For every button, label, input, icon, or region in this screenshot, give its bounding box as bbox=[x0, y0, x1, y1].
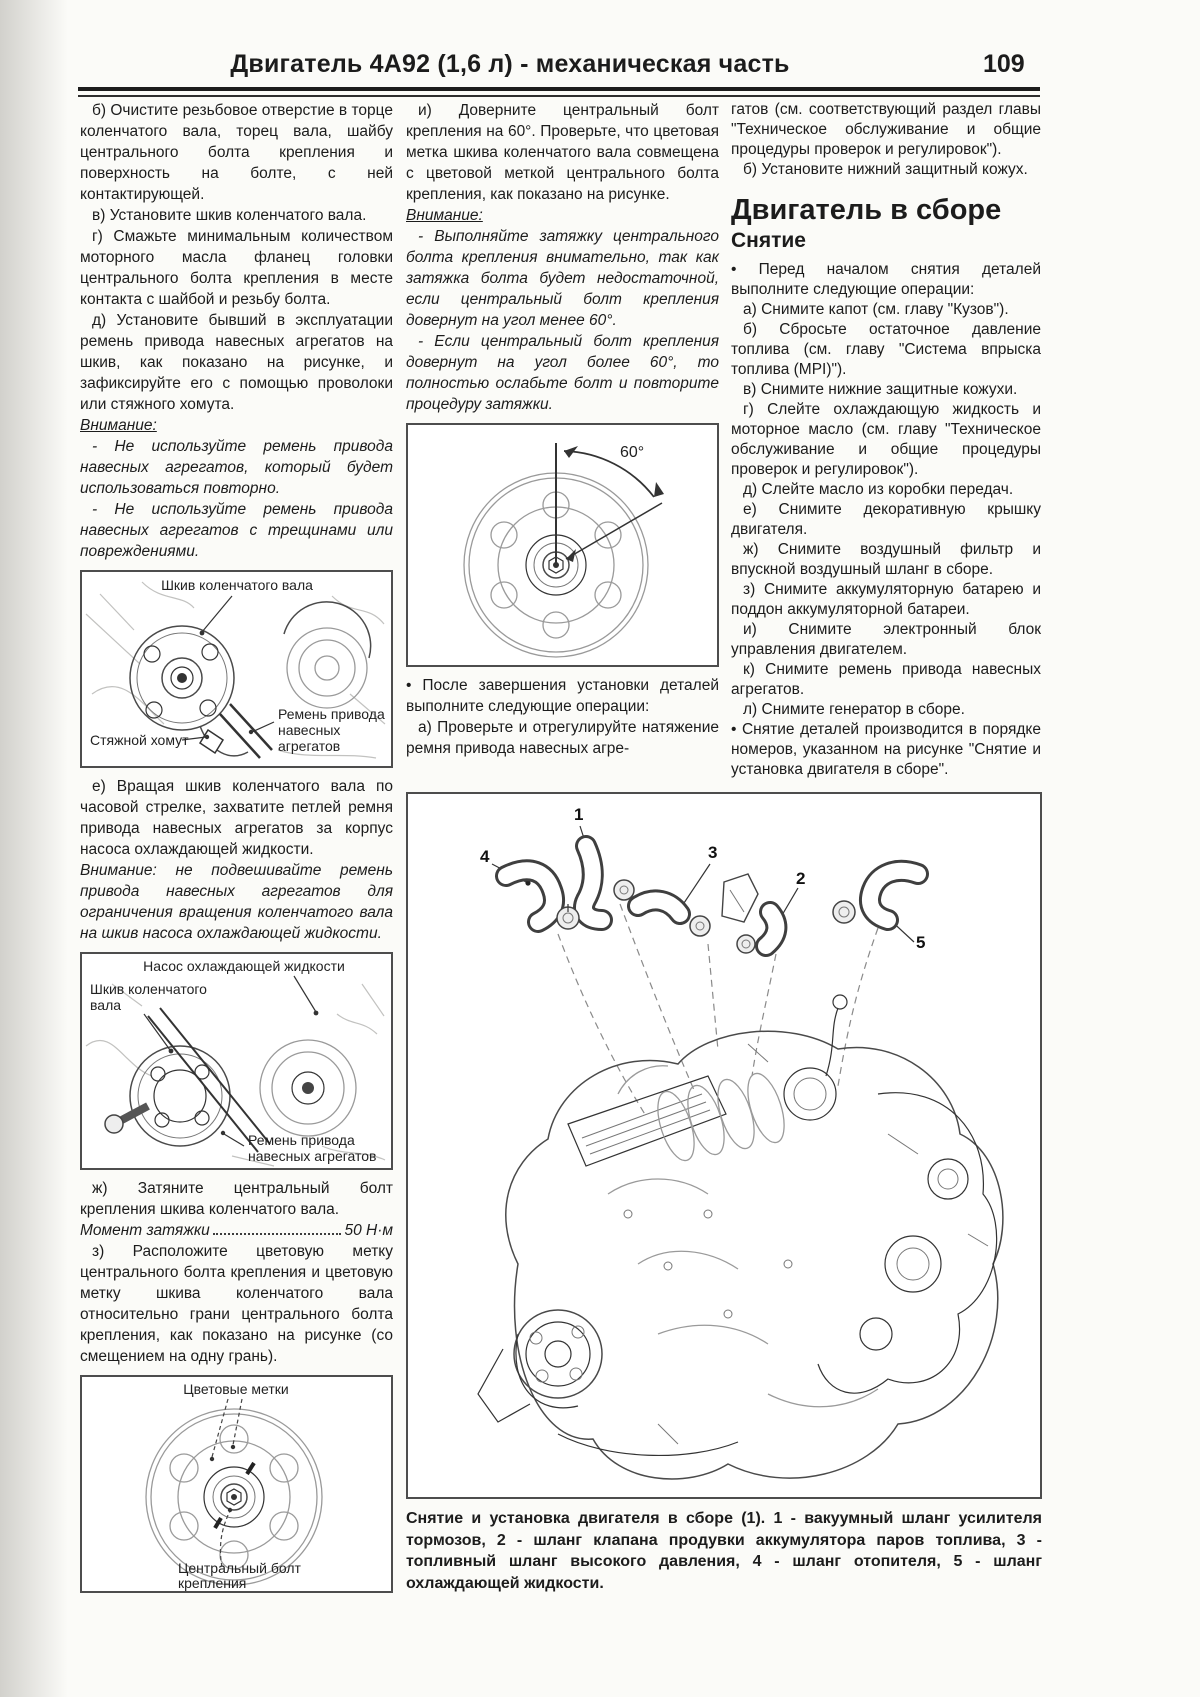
figure-color-marks bbox=[80, 1375, 393, 1593]
label-drive-belt-1: Ремень привода bbox=[278, 706, 385, 722]
dot-leader bbox=[213, 1233, 342, 1235]
step-d: д) Установите бывший в эксплуатации ремень привода навесных агрегатов на шкив, как показано на рисунке, и зафиксируйте его с помощью проволоки или стяжного хомута. bbox=[80, 312, 393, 413]
removal-intro: • Перед началом снятия деталей выполните следующие операции: bbox=[731, 261, 1041, 298]
removal-step: з) Снимите аккумуляторную батарею и поддон аккумуляторной батареи. bbox=[731, 581, 1041, 618]
removal-step: ж) Снимите воздушный фильтр и впускной воздушный шланг в сборе. bbox=[731, 541, 1041, 578]
label-tie-clamp: Стяжной хомут bbox=[90, 732, 189, 748]
callout-4: 4 bbox=[480, 847, 490, 866]
warning-title: Внимание: bbox=[406, 207, 483, 224]
warning-title: Внимание: bbox=[80, 417, 157, 434]
callout-3: 3 bbox=[708, 843, 718, 862]
label-belt-1: Ремень привода bbox=[248, 1132, 355, 1148]
engine-figure-caption: Снятие и установка двигателя в сборе (1). 1 - вакуумный шланг усилителя тормозов, 2 - шланг клапана продувки аккумулятора паров топлива, 3 - топливный шланг высокого давления, 4 - шланг отопителя, 5 - шланг охлаждающей жидкости. bbox=[406, 1510, 1042, 1592]
figure-coolant-pump-belt bbox=[80, 952, 393, 1170]
engine-assembly-illustration bbox=[408, 794, 1040, 1497]
column-right bbox=[731, 100, 1041, 780]
step-v: в) Установите шкив коленчатого вала. bbox=[92, 207, 367, 224]
continued-text: гатов (см. соответствующий раздел главы "Техническое обслуживание и общие процедуры проверок и регулировок"). bbox=[731, 101, 1041, 158]
removal-step: а) Снимите капот (см. главу "Кузов"). bbox=[743, 301, 1009, 318]
header-rule bbox=[78, 87, 1040, 97]
warning-item: - Если центральный болт крепления довернут на угол более 60°, то полностью ослабьте болт и повторите процедуру затяжки. bbox=[406, 333, 719, 413]
removal-step: и) Снимите электронный блок управления двигателем. bbox=[731, 621, 1041, 658]
sixty-degree-illustration bbox=[408, 425, 718, 665]
label-central-bolt-1: Центральный болт bbox=[178, 1560, 301, 1576]
angle-label: 60° bbox=[620, 444, 645, 461]
label-crank-pulley-2: вала bbox=[90, 997, 122, 1013]
callout-1: 1 bbox=[574, 805, 584, 824]
label-drive-belt-2: навесных bbox=[278, 722, 341, 738]
removal-step: г) Слейте охлаждающую жидкость и моторное масло (см. главу "Техническое обслуживание и общие процедуры проверок и регулировок"). bbox=[731, 401, 1041, 478]
column-middle bbox=[406, 100, 719, 759]
callout-2: 2 bbox=[796, 869, 806, 888]
torque-spec bbox=[80, 1220, 393, 1241]
removal-step: л) Снимите генератор в сборе. bbox=[743, 701, 965, 718]
label-drive-belt-3: агрегатов bbox=[278, 738, 341, 754]
page-number: 109 bbox=[983, 50, 1025, 78]
removal-step: е) Снимите декоративную крышку двигателя. bbox=[731, 501, 1041, 538]
warning-item: - Не используйте ремень привода навесных агрегатов, который будет использоваться повторно. bbox=[80, 438, 393, 497]
label-color-marks: Цветовые метки bbox=[183, 1381, 289, 1397]
removal-order-note: • Снятие деталей производится в порядке номеров, указанном на рисунке "Снятие и установка двигателя в сборе". bbox=[731, 721, 1041, 778]
figure-crankshaft-pulley-belt bbox=[80, 570, 393, 768]
callout-5: 5 bbox=[916, 933, 926, 952]
step-b-cont: б) Установите нижний защитный кожух. bbox=[743, 161, 1028, 178]
label-crankshaft-pulley: Шкив коленчатого вала bbox=[161, 577, 313, 593]
step-g: г) Смажьте минимальным количеством моторного масла фланец головки центрального болта крепления в месте контакта с шайбой и резьбу болта. bbox=[80, 228, 393, 308]
label-central-bolt-2: крепления bbox=[178, 1575, 247, 1591]
coolant-pump-illustration bbox=[82, 954, 391, 1168]
figure-engine-assembly bbox=[406, 792, 1042, 1499]
subsection-heading: Снятие bbox=[731, 229, 806, 252]
torque-label: Момент затяжки bbox=[80, 1222, 210, 1239]
scan-edge-shadow bbox=[0, 0, 80, 1697]
warning-item: - Не используйте ремень привода навесных агрегатов с трещинами или повреждениями. bbox=[80, 501, 393, 560]
removal-step: д) Слейте масло из коробки передач. bbox=[743, 481, 1014, 498]
removal-step: в) Снимите нижние защитные кожухи. bbox=[743, 381, 1018, 398]
column-left bbox=[80, 100, 393, 1601]
color-marks-illustration bbox=[82, 1377, 391, 1591]
figure-60-degree-turn bbox=[406, 423, 719, 667]
section-heading: Двигатель в сборе bbox=[731, 194, 1002, 226]
step-e: е) Вращая шкив коленчатого вала по часовой стрелке, захватите петлей ремня привода навесных агрегатов за корпус насоса охлаждающей жидкости. bbox=[80, 778, 393, 858]
pulley-belt-illustration bbox=[82, 572, 391, 766]
warning-item: - Выполняйте затяжку центрального болта крепления внимательно, так как затяжка болта будет недостаточной, если центральный болт крепления довернут на угол менее 60°. bbox=[406, 228, 719, 329]
step-b: б) Очистите резьбовое отверстие в торце коленчатого вала, торец вала, шайбу центрального болта крепления и поверхность на болте, с ней контактирующей. bbox=[80, 102, 393, 203]
step-i: и) Доверните центральный болт крепления на 60°. Проверьте, что цветовая метка шкива коленчатого вала совмещена с цветовой меткой центрального болта крепления, как показано на рисунке. bbox=[406, 102, 719, 203]
step-z: з) Расположите цветовую метку центрального болта крепления и цветовую метку шкива коленчатого вала относительно грани центрального болта крепления, как показано на рисунке (со смещением на одну грань). bbox=[80, 1243, 393, 1365]
step-zh: ж) Затяните центральный болт крепления шкива коленчатого вала. bbox=[80, 1180, 393, 1218]
removal-step: б) Сбросьте остаточное давление топлива (см. главу "Система впрыска топлива (MPI)"). bbox=[731, 321, 1041, 378]
removal-step: к) Снимите ремень привода навесных агрегатов. bbox=[731, 661, 1041, 698]
label-coolant-pump: Насос охлаждающей жидкости bbox=[143, 958, 345, 974]
warning-inline: Внимание: не подвешивайте ремень привода навесных агрегатов для ограничения вращения коленчатого вала на шкив насоса охлаждающей жидкости. bbox=[80, 862, 393, 942]
torque-value: 50 Н·м bbox=[344, 1222, 393, 1239]
label-belt-2: навесных агрегатов bbox=[248, 1148, 377, 1164]
page-title: Двигатель 4А92 (1,6 л) - механическая часть bbox=[230, 50, 790, 78]
after-install-note: • После завершения установки деталей выполните следующие операции: bbox=[406, 677, 719, 715]
after-install-step-a: а) Проверьте и отрегулируйте натяжение ремня привода навесных агре- bbox=[406, 719, 719, 757]
label-crank-pulley-1: Шкив коленчатого bbox=[90, 981, 207, 997]
